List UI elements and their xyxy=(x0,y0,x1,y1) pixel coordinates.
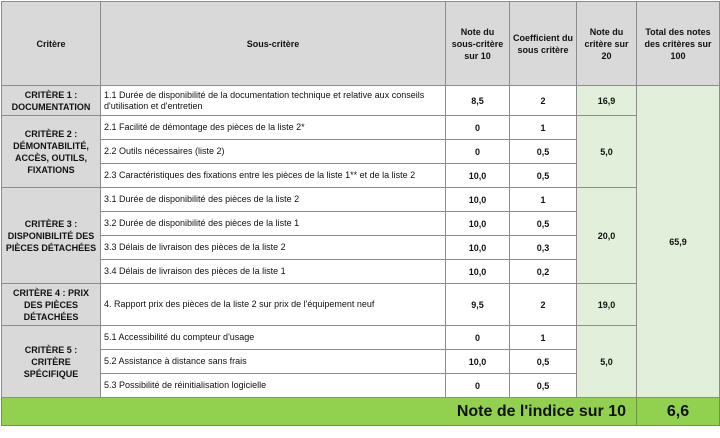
sub-criterion-note: 8,5 xyxy=(446,86,510,116)
criterion-label: CRITÈRE 2 : DÉMONTABILITÉ, ACCÈS, OUTILS, FIXATIONS xyxy=(2,116,101,188)
sub-criterion-note: 0 xyxy=(446,116,510,140)
criterion-label: CRITÈRE 1 : DOCUMENTATION xyxy=(2,86,101,116)
table-row xyxy=(2,86,720,116)
sub-criterion-note: 10,0 xyxy=(446,236,510,260)
sub-criterion-coefficient: 0,5 xyxy=(510,164,577,188)
sub-criterion-note: 0 xyxy=(446,140,510,164)
sub-criterion-coefficient: 0,5 xyxy=(510,140,577,164)
header-note-critere: Note du critère sur 20 xyxy=(577,2,637,86)
sub-criterion-label: 5.3 Possibilité de réinitialisation logicielle xyxy=(101,374,446,398)
header-row xyxy=(2,2,720,86)
sub-criterion-coefficient: 1 xyxy=(510,188,577,212)
repairability-table xyxy=(1,1,720,426)
sub-criterion-label: 3.1 Durée de disponibilité des pièces de la liste 2 xyxy=(101,188,446,212)
sub-criterion-label: 5.1 Accessibilité du compteur d'usage xyxy=(101,326,446,350)
sub-criterion-label: 1.1 Durée de disponibilité de la documentation technique et relative aux conseils d'utilisation et d'entretien xyxy=(101,86,446,116)
sub-criterion-label: 4. Rapport prix des pièces de la liste 2 sur prix de l'équipement neuf xyxy=(101,284,446,326)
table-row xyxy=(2,188,720,212)
table-row xyxy=(2,116,720,140)
header-critere: Critère xyxy=(2,2,101,86)
header-sous-critere: Sous-critère xyxy=(101,2,446,86)
sub-criterion-coefficient: 2 xyxy=(510,86,577,116)
criterion-note-20: 5,0 xyxy=(577,326,637,398)
header-coefficient: Coefficient du sous critère xyxy=(510,2,577,86)
sub-criterion-note: 10,0 xyxy=(446,350,510,374)
sub-criterion-coefficient: 2 xyxy=(510,284,577,326)
header-total: Total des notes des critères sur 100 xyxy=(637,2,720,86)
sub-criterion-note: 10,0 xyxy=(446,212,510,236)
footer-value: 6,6 xyxy=(637,398,720,426)
sub-criterion-label: 2.3 Caractéristiques des fixations entre les pièces de la liste 1** et de la liste 2 xyxy=(101,164,446,188)
sub-criterion-note: 9,5 xyxy=(446,284,510,326)
sub-criterion-coefficient: 1 xyxy=(510,116,577,140)
criterion-label: CRITÈRE 5 : CRITÈRE SPÉCIFIQUE xyxy=(2,326,101,398)
criterion-note-20: 20,0 xyxy=(577,188,637,284)
table-row xyxy=(2,326,720,350)
criterion-label: CRITÈRE 3 : DISPONIBILITÉ DES PIÈCES DÉTACHÉES xyxy=(2,188,101,284)
sub-criterion-label: 2.1 Facilité de démontage des pièces de la liste 2* xyxy=(101,116,446,140)
criterion-note-20: 19,0 xyxy=(577,284,637,326)
sub-criterion-coefficient: 0,3 xyxy=(510,236,577,260)
sub-criterion-note: 10,0 xyxy=(446,164,510,188)
footer-row xyxy=(2,398,720,426)
sub-criterion-note: 10,0 xyxy=(446,260,510,284)
criterion-note-20: 5,0 xyxy=(577,116,637,188)
sub-criterion-note: 0 xyxy=(446,326,510,350)
header-note-sous-critere: Note du sous-critère sur 10 xyxy=(446,2,510,86)
sub-criterion-label: 3.4 Délais de livraison des pièces de la liste 1 xyxy=(101,260,446,284)
sub-criterion-coefficient: 0,2 xyxy=(510,260,577,284)
sub-criterion-label: 3.3 Délais de livraison des pièces de la liste 2 xyxy=(101,236,446,260)
sub-criterion-coefficient: 0,5 xyxy=(510,212,577,236)
sub-criterion-note: 0 xyxy=(446,374,510,398)
criterion-label: CRITÈRE 4 : PRIX DES PIÈCES DÉTACHÉES xyxy=(2,284,101,326)
table-row xyxy=(2,284,720,326)
sub-criterion-coefficient: 1 xyxy=(510,326,577,350)
sub-criterion-label: 3.2 Durée de disponibilité des pièces de la liste 1 xyxy=(101,212,446,236)
sub-criterion-label: 2.2 Outils nécessaires (liste 2) xyxy=(101,140,446,164)
sub-criterion-label: 5.2 Assistance à distance sans frais xyxy=(101,350,446,374)
sub-criterion-coefficient: 0,5 xyxy=(510,350,577,374)
footer-label-text: Note de l'indice sur 10 xyxy=(456,402,626,420)
sub-criterion-coefficient: 0,5 xyxy=(510,374,577,398)
sub-criterion-note: 10,0 xyxy=(446,188,510,212)
criterion-note-20: 16,9 xyxy=(577,86,637,116)
footer-label xyxy=(456,398,637,426)
total-100: 65,9 xyxy=(637,86,720,398)
